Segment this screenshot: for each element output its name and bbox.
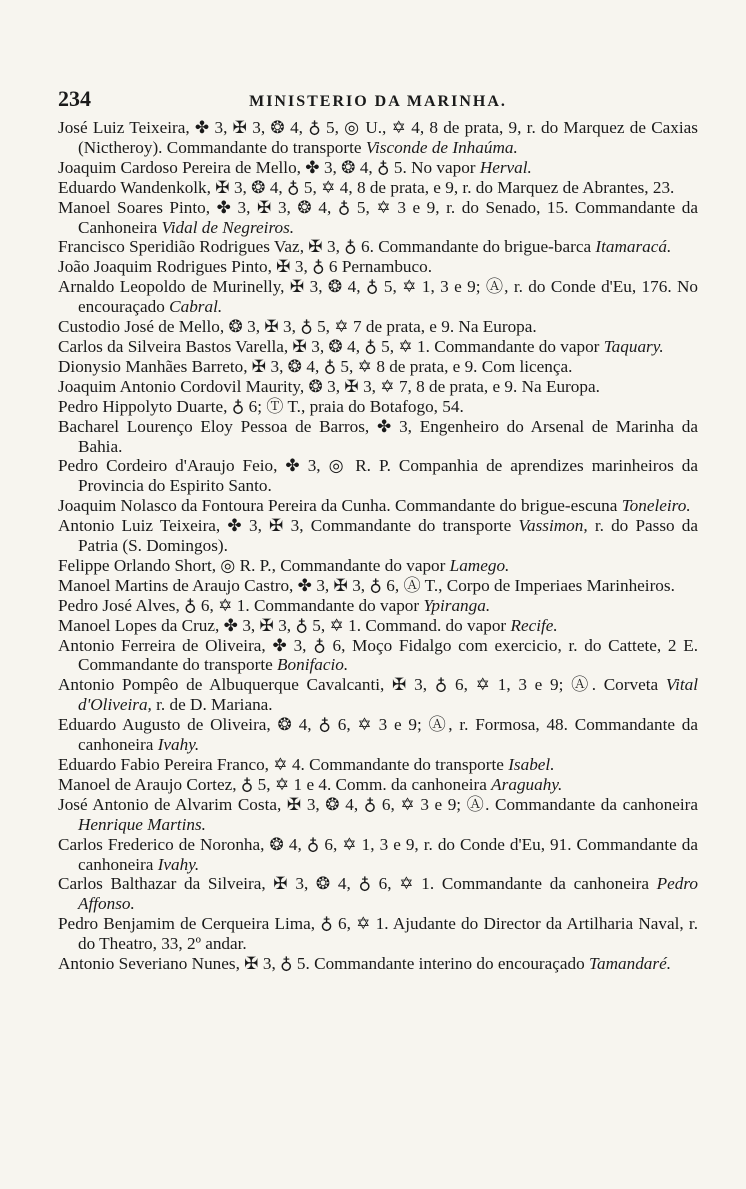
list-item xyxy=(58,277,698,317)
entry-vessel-name: Vital d'Oliveira, xyxy=(78,675,698,715)
entry-tail-text: r. do Passo da Patria (S. Domingos). xyxy=(78,516,699,556)
entry-vessel-name: Ypiranga. xyxy=(423,595,491,615)
entry-text: Joaquim Nolasco da Fontoura Pereira da Cunha. Commandante do brigue-escuna xyxy=(58,496,622,516)
entry-text: José Luiz Teixeira, ✤ 3, ✠ 3, ❂ 4, ♁ 5, ◎ U., ✡ 4, 8 de prata, 9, r. do Marquez de Caxias (Nictheroy). Commandante do transporte xyxy=(58,118,698,157)
entry-text: Carlos Balthazar da Silveira, ✠ 3, ❂ 4, ♁ 6, ✡ 1. Commandante da canhoneira xyxy=(58,874,657,894)
entry-vessel-name: Pedro Affonso. xyxy=(78,874,698,914)
entry-vessel-name: Ivahy. xyxy=(157,854,200,874)
entry-vessel-name: Cabral. xyxy=(169,297,223,317)
entry-vessel-name: Itamaracá. xyxy=(595,237,672,257)
entry-text: Joaquim Cardoso Pereira de Mello, ✤ 3, ❂ 4, ♁ 5. No vapor xyxy=(58,157,480,177)
entry-vessel-name: Recife. xyxy=(510,615,558,635)
entry-text: José Antonio de Alvarim Costa, ✠ 3, ❂ 4, ♁ 6, ✡ 3 e 9; Ⓐ. Commandante da canhoneira xyxy=(58,794,698,814)
list-item xyxy=(58,417,698,457)
entry-vessel-name: Tamandaré. xyxy=(589,954,671,974)
list-item xyxy=(58,496,698,516)
entry-text: João Joaquim Rodrigues Pinto, ✠ 3, ♁ 6 Pernambuco. xyxy=(58,257,433,277)
list-item xyxy=(58,397,698,417)
list-item xyxy=(58,178,698,198)
entry-text: Custodio José de Mello, ❂ 3, ✠ 3, ♁ 5, ✡ 7 de prata, e 9. Na Europa. xyxy=(58,317,537,337)
entry-text: Manoel Martins de Araujo Castro, ✤ 3, ✠ 3, ♁ 6, Ⓐ T., Corpo de Imperiaes Marinheiros. xyxy=(58,575,675,595)
entry-text: Bacharel Lourenço Eloy Pessoa de Barros, ✤ 3, Engenheiro do Arsenal de Marinha da Bahia. xyxy=(58,416,698,456)
entry-text: Eduardo Fabio Pereira Franco, ✡ 4. Commandante do transporte xyxy=(58,755,509,774)
list-item xyxy=(58,775,698,795)
entry-vessel-name: Isabel. xyxy=(508,755,555,774)
entry-text: Carlos da Silveira Bastos Varella, ✠ 3, ❂ 4, ♁ 5, ✡ 1. Commandante do vapor xyxy=(58,336,604,356)
page-title: MINISTERIO DA MARINHA. xyxy=(249,93,507,110)
entry-text: Pedro Benjamim de Cerqueira Lima, ♁ 6, ✡ 1. Ajudante do Director da Artilharia Naval, r. do Theatro, 33, 2º andar. xyxy=(58,914,698,954)
entry-vessel-name: Herval. xyxy=(479,157,532,177)
entry-vessel-name: Vassimon, xyxy=(518,516,588,536)
list-item xyxy=(58,954,698,974)
list-item xyxy=(58,237,698,257)
list-item xyxy=(58,118,698,158)
list-item xyxy=(58,516,698,556)
list-item xyxy=(58,835,698,875)
list-item xyxy=(58,158,698,178)
entry-text: Joaquim Antonio Cordovil Maurity, ❂ 3, ✠ 3, ✡ 7, 8 de prata, e 9. Na Europa. xyxy=(58,376,600,396)
entry-vessel-name: Visconde de Inhaúma. xyxy=(365,137,518,157)
entry-text: Antonio Luiz Teixeira, ✤ 3, ✠ 3, Commandante do transporte xyxy=(58,516,519,536)
list-item xyxy=(58,715,698,755)
entry-text: Manoel de Araujo Cortez, ♁ 5, ✡ 1 e 4. Comm. da canhoneira xyxy=(58,774,492,794)
list-item xyxy=(58,636,698,676)
list-item xyxy=(58,377,698,397)
entry-text: Antonio Ferreira de Oliveira, ✤ 3, ♁ 6, Moço Fidalgo com exercicio, r. do Cattete, 2 E. Commandante do transporte xyxy=(58,635,698,675)
list-item xyxy=(58,257,698,277)
entry-text: Pedro José Alves, ♁ 6, ✡ 1. Commandante do vapor xyxy=(58,595,424,615)
entry-text: Felippe Orlando Short, ◎ R. P., Commandante do vapor xyxy=(58,555,450,575)
entry-vessel-name: Henrique Martins. xyxy=(78,814,206,834)
list-item xyxy=(58,755,698,775)
entry-vessel-name: Lamego. xyxy=(449,555,510,575)
list-item xyxy=(58,795,698,835)
entry-vessel-name: Vidal de Negreiros. xyxy=(161,217,295,237)
entry-text: Francisco Speridião Rodrigues Vaz, ✠ 3, ♁ 6. Commandante do brigue-barca xyxy=(58,237,596,257)
entry-text: Dionysio Manhães Barreto, ✠ 3, ❂ 4, ♁ 5, ✡ 8 de prata, e 9. Com licença. xyxy=(58,356,573,376)
entry-tail-text: r. de D. Mariana. xyxy=(151,695,273,715)
list-item xyxy=(58,556,698,576)
entry-text: Pedro Hippolyto Duarte, ♁ 6; Ⓣ T., praia do Botafogo, 54. xyxy=(58,396,464,416)
entry-vessel-name: Toneleiro. xyxy=(621,496,691,516)
entry-text: Manoel Soares Pinto, ✤ 3, ✠ 3, ❂ 4, ♁ 5, ✡ 3 e 9, r. do Senado, 15. Commandante da Canhoneira xyxy=(58,197,698,237)
page-number: 234 xyxy=(58,86,91,111)
list-item xyxy=(58,675,698,715)
entry-vessel-name: Araguahy. xyxy=(491,774,563,794)
entry-vessel-name: Ivahy. xyxy=(157,735,200,755)
list-item xyxy=(58,874,698,914)
entry-text: Eduardo Wandenkolk, ✠ 3, ❂ 4, ♁ 5, ✡ 4, 8 de prata, e 9, r. do Marquez de Abrantes, 23. xyxy=(58,177,675,197)
list-item xyxy=(58,456,698,496)
entry-text: Manoel Lopes da Cruz, ✤ 3, ✠ 3, ♁ 5, ✡ 1. Command. do vapor xyxy=(58,615,511,635)
entry-vessel-name: Taquary. xyxy=(603,336,664,356)
entry-list xyxy=(58,118,698,974)
entry-vessel-name: Bonifacio. xyxy=(277,655,349,675)
list-item xyxy=(58,616,698,636)
list-item xyxy=(58,317,698,337)
entry-text: Antonio Severiano Nunes, ✠ 3, ♁ 5. Commandante interino do encouraçado xyxy=(58,954,590,974)
entry-text: Pedro Cordeiro d'Araujo Feio, ✤ 3, ◎ R. P. Companhia de aprendizes marinheiros da Provincia do Espirito Santo. xyxy=(58,456,698,496)
list-item xyxy=(58,198,698,238)
list-item xyxy=(58,576,698,596)
entry-text: Arnaldo Leopoldo de Murinelly, ✠ 3, ❂ 4, ♁ 5, ✡ 1, 3 e 9; Ⓐ, r. do Conde d'Eu, 176. No encouraçado xyxy=(58,277,698,317)
list-item xyxy=(58,596,698,616)
list-item xyxy=(58,357,698,377)
entry-text: Antonio Pompêo de Albuquerque Cavalcanti, ✠ 3, ♁ 6, ✡ 1, 3 e 9; Ⓐ. Corveta xyxy=(58,675,666,695)
list-item xyxy=(58,337,698,357)
list-item xyxy=(58,914,698,954)
page-header xyxy=(58,86,698,110)
entry-text: Eduardo Augusto de Oliveira, ❂ 4, ♁ 6, ✡ 3 e 9; Ⓐ, r. Formosa, 48. Commandante da canhoneira xyxy=(58,715,698,755)
entry-text: Carlos Frederico de Noronha, ❂ 4, ♁ 6, ✡ 1, 3 e 9, r. do Conde d'Eu, 91. Commandante da canhoneira xyxy=(58,834,698,874)
